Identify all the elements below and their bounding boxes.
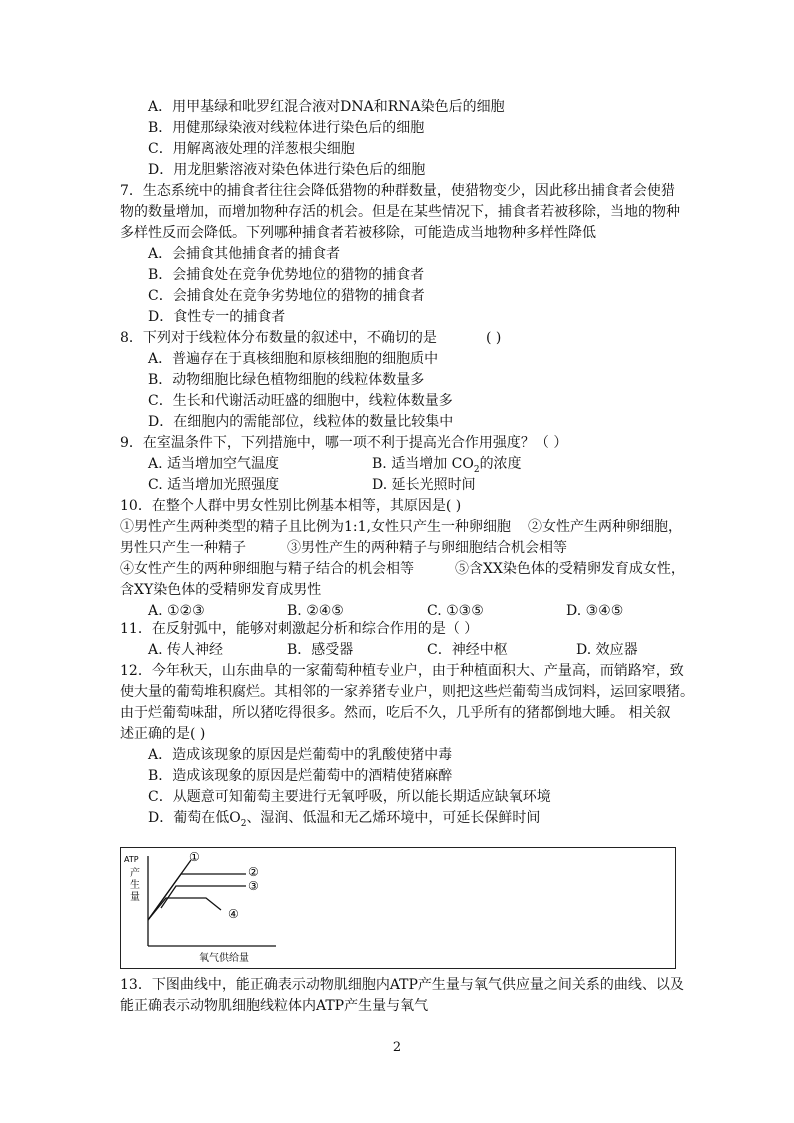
q9-option-b: B. 适当增加 $CO_2$的浓度 (372, 456, 522, 475)
q12-stem-line-2: 使大量的葡萄堆积腐烂。其相邻的一家养猪专业户，则把这些烂葡萄当成饲料，运回家喂猪。 (120, 684, 694, 700)
q12-option-c: C．从题意可知葡萄主要进行无氧呼吸，所以能长期适应缺氧环境 (148, 789, 551, 805)
q8-option-c: C．生长和代谢活动旺盛的细胞中，线粒体数量多 (148, 393, 453, 409)
q7-option-b: B．会捕食处在竞争优势地位的猎物的捕食者 (148, 267, 425, 283)
curve-label-4: ④ (228, 907, 239, 921)
q12-stem-line-3: 由于烂葡萄味甜，所以猪吃得很多。然而，吃后不久，几乎所有的猪都倒地大睡。 相关叙 (120, 705, 671, 721)
q7-stem-line-2: 物的数量增加，而增加物种存活的机会。但是在某些情况下，捕食者若被移除，当地的物种 (120, 204, 680, 220)
q11-stem: 11．在反射弧中，能够对刺激起分析和综合作用的是（ ） (120, 621, 479, 637)
q10-stem: 10．在整个人群中男女性别比例基本相等，其原因是( ) (120, 498, 462, 514)
atp-oxygen-graph (121, 848, 675, 968)
x-axis-label: 氧气供给量 (199, 953, 249, 964)
q7-option-a: A．会捕食其他捕食者的捕食者 (148, 246, 341, 262)
q6-option-b: B．用健那绿染液对线粒体进行染色后的细胞 (148, 120, 425, 136)
q12-option-b: B．造成该现象的原因是烂葡萄中的酒精使猪麻醉 (148, 768, 453, 784)
q8-option-d: D．在细胞内的需能部位，线粒体的数量比较集中 (148, 414, 454, 430)
atp-oxygen-figure (120, 847, 676, 969)
q10-option-d: D. ③④⑤ (566, 603, 624, 619)
q6-option-a: A．用甲基绿和吡罗红混合液对DNA和RNA染色后的细胞 (148, 99, 505, 115)
q6-option-d: D．用龙胆紫溶液对染色体进行染色后的细胞 (148, 162, 426, 178)
curve-4 (148, 898, 221, 920)
q9-stem: 9．在室温条件下，下列措施中，哪一项不利于提高光合作用强度？（ ） (120, 435, 568, 451)
y-axis-label-atp: ATP (124, 855, 139, 864)
q12-stem-line-4: 述正确的是( ) (120, 726, 206, 742)
q12-stem-line-1: 12．今年秋天，山东曲阜的一家葡萄种植专业户，由于种植面积大、产量高，而销路窄，致 (120, 663, 684, 679)
q7-stem-line-1: 7．生态系统中的捕食者往往会降低猎物的种群数量，使猎物变少，因此移出捕食者会使猎 (120, 183, 675, 199)
q10-option-a: A. ①②③ (148, 603, 205, 619)
q10-statement-3: ③男性产生的两种精子与卵细胞结合机会相等 (287, 540, 567, 556)
q6-option-c: C．用解离液处理的洋葱根尖细胞 (148, 141, 355, 157)
curve-label-3: ③ (248, 879, 259, 893)
curve-3 (161, 886, 246, 908)
q10-statement-2: ②女性产生两种卵细胞， (528, 519, 682, 535)
q7-stem-line-3: 多样性反而会降低。下列哪种捕食者若被移除，可能造成当地物种多样性降低 (120, 225, 596, 241)
q8-answer-paren: ( ) (486, 330, 502, 346)
q10-statement-1: ①男性产生两种类型的精子且比例为1:1,女性只产生一种卵细胞 (120, 519, 511, 535)
q10-statement-4: ④女性产生的两种卵细胞与精子结合的机会相等 (120, 561, 414, 577)
q10-option-c: C. ①③⑤ (427, 603, 484, 619)
q13-stem-line-1: 13．下图曲线中，能正确表示动物肌细胞内ATP产生量与氧气供应量之间关系的曲线、以及 (120, 977, 684, 993)
q9-option-c: C. 适当增加光照强度 (148, 477, 280, 493)
q13-stem-line-2: 能正确表示动物肌细胞线粒体内ATP产生量与氧气 (120, 998, 429, 1014)
q8-option-a: A．普遍存在于真核细胞和原核细胞的细胞质中 (148, 351, 439, 367)
q10-statement-5: ⑤含XX染色体的受精卵发育成女性， (455, 561, 685, 577)
q8-option-b: B．动物细胞比绿色植物细胞的线粒体数量多 (148, 372, 425, 388)
q11-option-d: D. 效应器 (576, 642, 638, 658)
q9-option-a: A. 适当增加空气温度 (148, 456, 280, 472)
y-axis-label-char-1: 产 (130, 868, 140, 879)
q12-option-d: D．葡萄在低$O_2$、湿润、低温和无乙烯环境中，可延长保鲜时间 (148, 810, 541, 829)
q10-statement-5-cont: 含XY染色体的受精卵发育成男性 (120, 582, 322, 598)
y-axis-label-char-2: 生 (130, 880, 140, 891)
q10-option-b: B. ②④⑤ (287, 603, 344, 619)
curve-label-1: ① (189, 850, 200, 864)
curve-label-2: ② (248, 865, 259, 879)
q10-statement-2-cont: 男性只产生一种精子 (120, 540, 246, 556)
q9-option-d: D. 延长光照时间 (372, 477, 476, 493)
q11-option-c: C．神经中枢 (427, 642, 508, 658)
q12-option-a: A．造成该现象的原因是烂葡萄中的乳酸使猪中毒 (148, 747, 453, 763)
q7-option-c: C．会捕食处在竞争劣势地位的猎物的捕食者 (148, 288, 425, 304)
q11-option-b: B．感受器 (287, 642, 354, 658)
q8-stem: 8．下列对于线粒体分布数量的叙述中，不确切的是 (120, 330, 437, 346)
y-axis-label-char-3: 量 (130, 892, 140, 903)
q11-option-a: A. 传人神经 (148, 642, 224, 658)
q7-option-d: D．食性专一的捕食者 (148, 309, 286, 325)
page-number: 2 (392, 1040, 402, 1055)
